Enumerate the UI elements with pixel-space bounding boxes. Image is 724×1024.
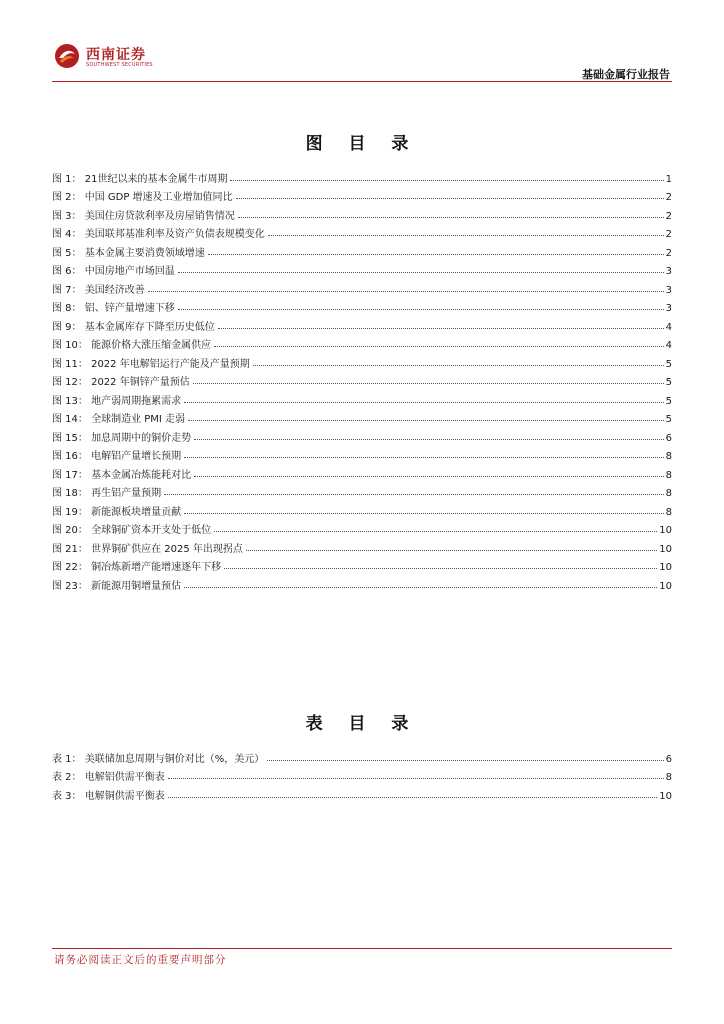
figure-toc-entry[interactable] xyxy=(52,185,672,204)
figure-entry-label: 图 5： 基本金属主要消费领域增速 xyxy=(52,247,205,259)
figure-toc-entry[interactable] xyxy=(52,351,672,370)
figure-entry-page-number: 8 xyxy=(665,451,672,462)
figure-toc-entry[interactable] xyxy=(52,333,672,352)
dot-leader xyxy=(184,513,664,514)
dot-leader xyxy=(184,402,664,403)
dot-leader xyxy=(193,383,664,384)
figure-entry-page-number: 5 xyxy=(665,358,672,370)
table-toc-entry[interactable] xyxy=(52,783,672,802)
tables-toc-title: 表 目 录 xyxy=(305,714,419,734)
figure-entry-page-number: 10 xyxy=(659,543,672,555)
figure-toc-entry[interactable] xyxy=(52,240,672,259)
figure-toc-entry[interactable] xyxy=(52,407,672,426)
dot-leader xyxy=(164,494,664,495)
figure-toc-entry[interactable] xyxy=(52,573,672,592)
figure-toc-entry[interactable] xyxy=(52,462,672,481)
dot-leader xyxy=(267,760,663,761)
figure-entry-page-number: 3 xyxy=(665,303,672,314)
figure-entry-page-number: 2 xyxy=(665,247,672,259)
figure-entry-label: 图 8： 铝、锌产量增速下移 xyxy=(52,303,175,314)
figure-toc-entry[interactable] xyxy=(52,296,672,315)
dot-leader xyxy=(184,457,664,458)
figure-entry-label: 图 17： 基本金属冶炼能耗对比 xyxy=(52,469,192,481)
figure-entry-page-number: 2 xyxy=(665,229,672,240)
figure-entry-page-number: 8 xyxy=(665,506,672,518)
figure-entry-page-number: 2 xyxy=(665,192,672,203)
dot-leader xyxy=(230,180,663,181)
figure-entry-label: 图 18： 再生铝产量预期 xyxy=(52,488,162,499)
table-toc-entry[interactable] xyxy=(52,765,672,784)
figure-entry-label: 图 20： 全球铜矿资本开支处于低位 xyxy=(52,525,212,536)
figure-entry-label: 图 22： 铜冶炼新增产能增速逐年下移 xyxy=(52,562,222,573)
table-entry-page-number: 8 xyxy=(665,772,672,783)
footer-disclaimer: 请务必阅读正文后的重要声明部分 xyxy=(54,954,227,966)
figure-toc-entry[interactable] xyxy=(52,203,672,222)
page-header xyxy=(0,0,724,82)
figure-entry-page-number: 4 xyxy=(665,340,672,351)
figure-toc-entry[interactable] xyxy=(52,518,672,537)
figure-entry-label: 图 3： 美国住房贷款利率及房屋销售情况 xyxy=(52,210,235,222)
dot-leader xyxy=(218,328,664,329)
dot-leader xyxy=(236,198,664,199)
figure-entry-label: 图 11： 2022 年电解铝运行产能及产量预期 xyxy=(52,358,250,370)
figure-entry-label: 图 9： 基本金属库存下降至历史低位 xyxy=(52,321,215,333)
dot-leader xyxy=(253,365,664,366)
figures-toc-title: 图 目 录 xyxy=(305,134,419,154)
table-entry-label: 表 2： 电解铝供需平衡表 xyxy=(52,772,165,783)
table-entry-label: 表 3： 电解铜供需平衡表 xyxy=(52,790,165,802)
figure-entry-label: 图 21： 世界铜矿供应在 2025 年出现拐点 xyxy=(52,543,243,555)
figure-entry-label: 图 10： 能源价格大涨压缩金属供应 xyxy=(52,340,212,351)
figure-entry-page-number: 3 xyxy=(665,266,672,277)
dot-leader xyxy=(246,550,657,551)
figure-toc-entry[interactable] xyxy=(52,425,672,444)
table-entry-label: 表 1： 美联储加息周期与铜价对比（%，美元） xyxy=(52,753,265,765)
figure-toc-entry[interactable] xyxy=(52,370,672,389)
figure-toc-entry[interactable] xyxy=(52,555,672,574)
figure-entry-page-number: 3 xyxy=(665,284,672,296)
tables-toc-list xyxy=(52,746,672,802)
dot-leader xyxy=(268,235,664,236)
figure-entry-page-number: 5 xyxy=(665,414,672,425)
figure-entry-label: 图 2： 中国 GDP 增速及工业增加值同比 xyxy=(52,192,233,203)
figure-entry-label: 图 4： 美国联邦基准利率及资产负债表规模变化 xyxy=(52,229,265,240)
table-toc-entry[interactable] xyxy=(52,746,672,765)
figure-entry-page-number: 4 xyxy=(665,321,672,333)
figure-toc-entry[interactable] xyxy=(52,444,672,463)
figure-entry-label: 图 16： 电解铝产量增长预期 xyxy=(52,451,182,462)
dot-leader xyxy=(208,254,664,255)
header-divider xyxy=(52,81,672,82)
dot-leader xyxy=(184,587,657,588)
figure-entry-page-number: 6 xyxy=(665,432,672,444)
figure-entry-label: 图 12： 2022 年铜锌产量预估 xyxy=(52,377,190,388)
dot-leader xyxy=(224,568,657,569)
dot-leader xyxy=(168,797,658,798)
figure-entry-page-number: 2 xyxy=(665,210,672,222)
figure-toc-entry[interactable] xyxy=(52,314,672,333)
figure-entry-page-number: 5 xyxy=(665,377,672,388)
figure-entry-label: 图 13： 地产弱周期拖累需求 xyxy=(52,395,182,407)
table-entry-page-number: 6 xyxy=(665,753,672,765)
dot-leader xyxy=(194,439,664,440)
figure-entry-label: 图 19： 新能源板块增量贡献 xyxy=(52,506,182,518)
figure-entry-page-number: 10 xyxy=(659,562,672,573)
figure-entry-label: 图 1： 21世纪以来的基本金属牛市周期 xyxy=(52,173,228,185)
figure-toc-entry[interactable] xyxy=(52,166,672,185)
logo-text-en: SOUTHWEST SECURITIES xyxy=(86,62,153,68)
dot-leader xyxy=(188,420,664,421)
dot-leader xyxy=(178,272,664,273)
figure-entry-page-number: 5 xyxy=(665,395,672,407)
figure-entry-label: 图 15： 加息周期中的铜价走势 xyxy=(52,432,192,444)
figure-entry-page-number: 8 xyxy=(665,488,672,499)
figure-toc-entry[interactable] xyxy=(52,499,672,518)
figure-entry-page-number: 8 xyxy=(665,469,672,481)
figure-toc-entry[interactable] xyxy=(52,536,672,555)
figure-toc-entry[interactable] xyxy=(52,222,672,241)
figure-toc-entry[interactable] xyxy=(52,259,672,278)
dot-leader xyxy=(168,778,664,779)
logo-text-cn: 西南证券 xyxy=(86,47,146,63)
dot-leader xyxy=(214,346,664,347)
figures-toc-list xyxy=(52,166,672,592)
company-logo xyxy=(54,40,164,76)
figure-entry-label: 图 23： 新能源用铜增量预估 xyxy=(52,580,182,592)
footer-divider xyxy=(52,948,672,949)
figure-entry-label: 图 6： 中国房地产市场回温 xyxy=(52,266,175,277)
figure-entry-label: 图 7： 美国经济改善 xyxy=(52,284,145,296)
logo-emblem-icon xyxy=(54,43,80,69)
figure-entry-label: 图 14： 全球制造业 PMI 走弱 xyxy=(52,414,186,425)
figure-toc-entry[interactable] xyxy=(52,277,672,296)
dot-leader xyxy=(238,217,664,218)
table-entry-page-number: 10 xyxy=(659,790,672,802)
dot-leader xyxy=(148,291,664,292)
figure-entry-page-number: 10 xyxy=(659,525,672,536)
figure-entry-page-number: 10 xyxy=(659,580,672,592)
report-type-label: 基础金属行业报告 xyxy=(582,68,670,81)
dot-leader xyxy=(178,309,664,310)
dot-leader xyxy=(214,531,657,532)
figure-toc-entry[interactable] xyxy=(52,388,672,407)
dot-leader xyxy=(194,476,664,477)
figure-entry-page-number: 1 xyxy=(665,173,672,185)
figure-toc-entry[interactable] xyxy=(52,481,672,500)
